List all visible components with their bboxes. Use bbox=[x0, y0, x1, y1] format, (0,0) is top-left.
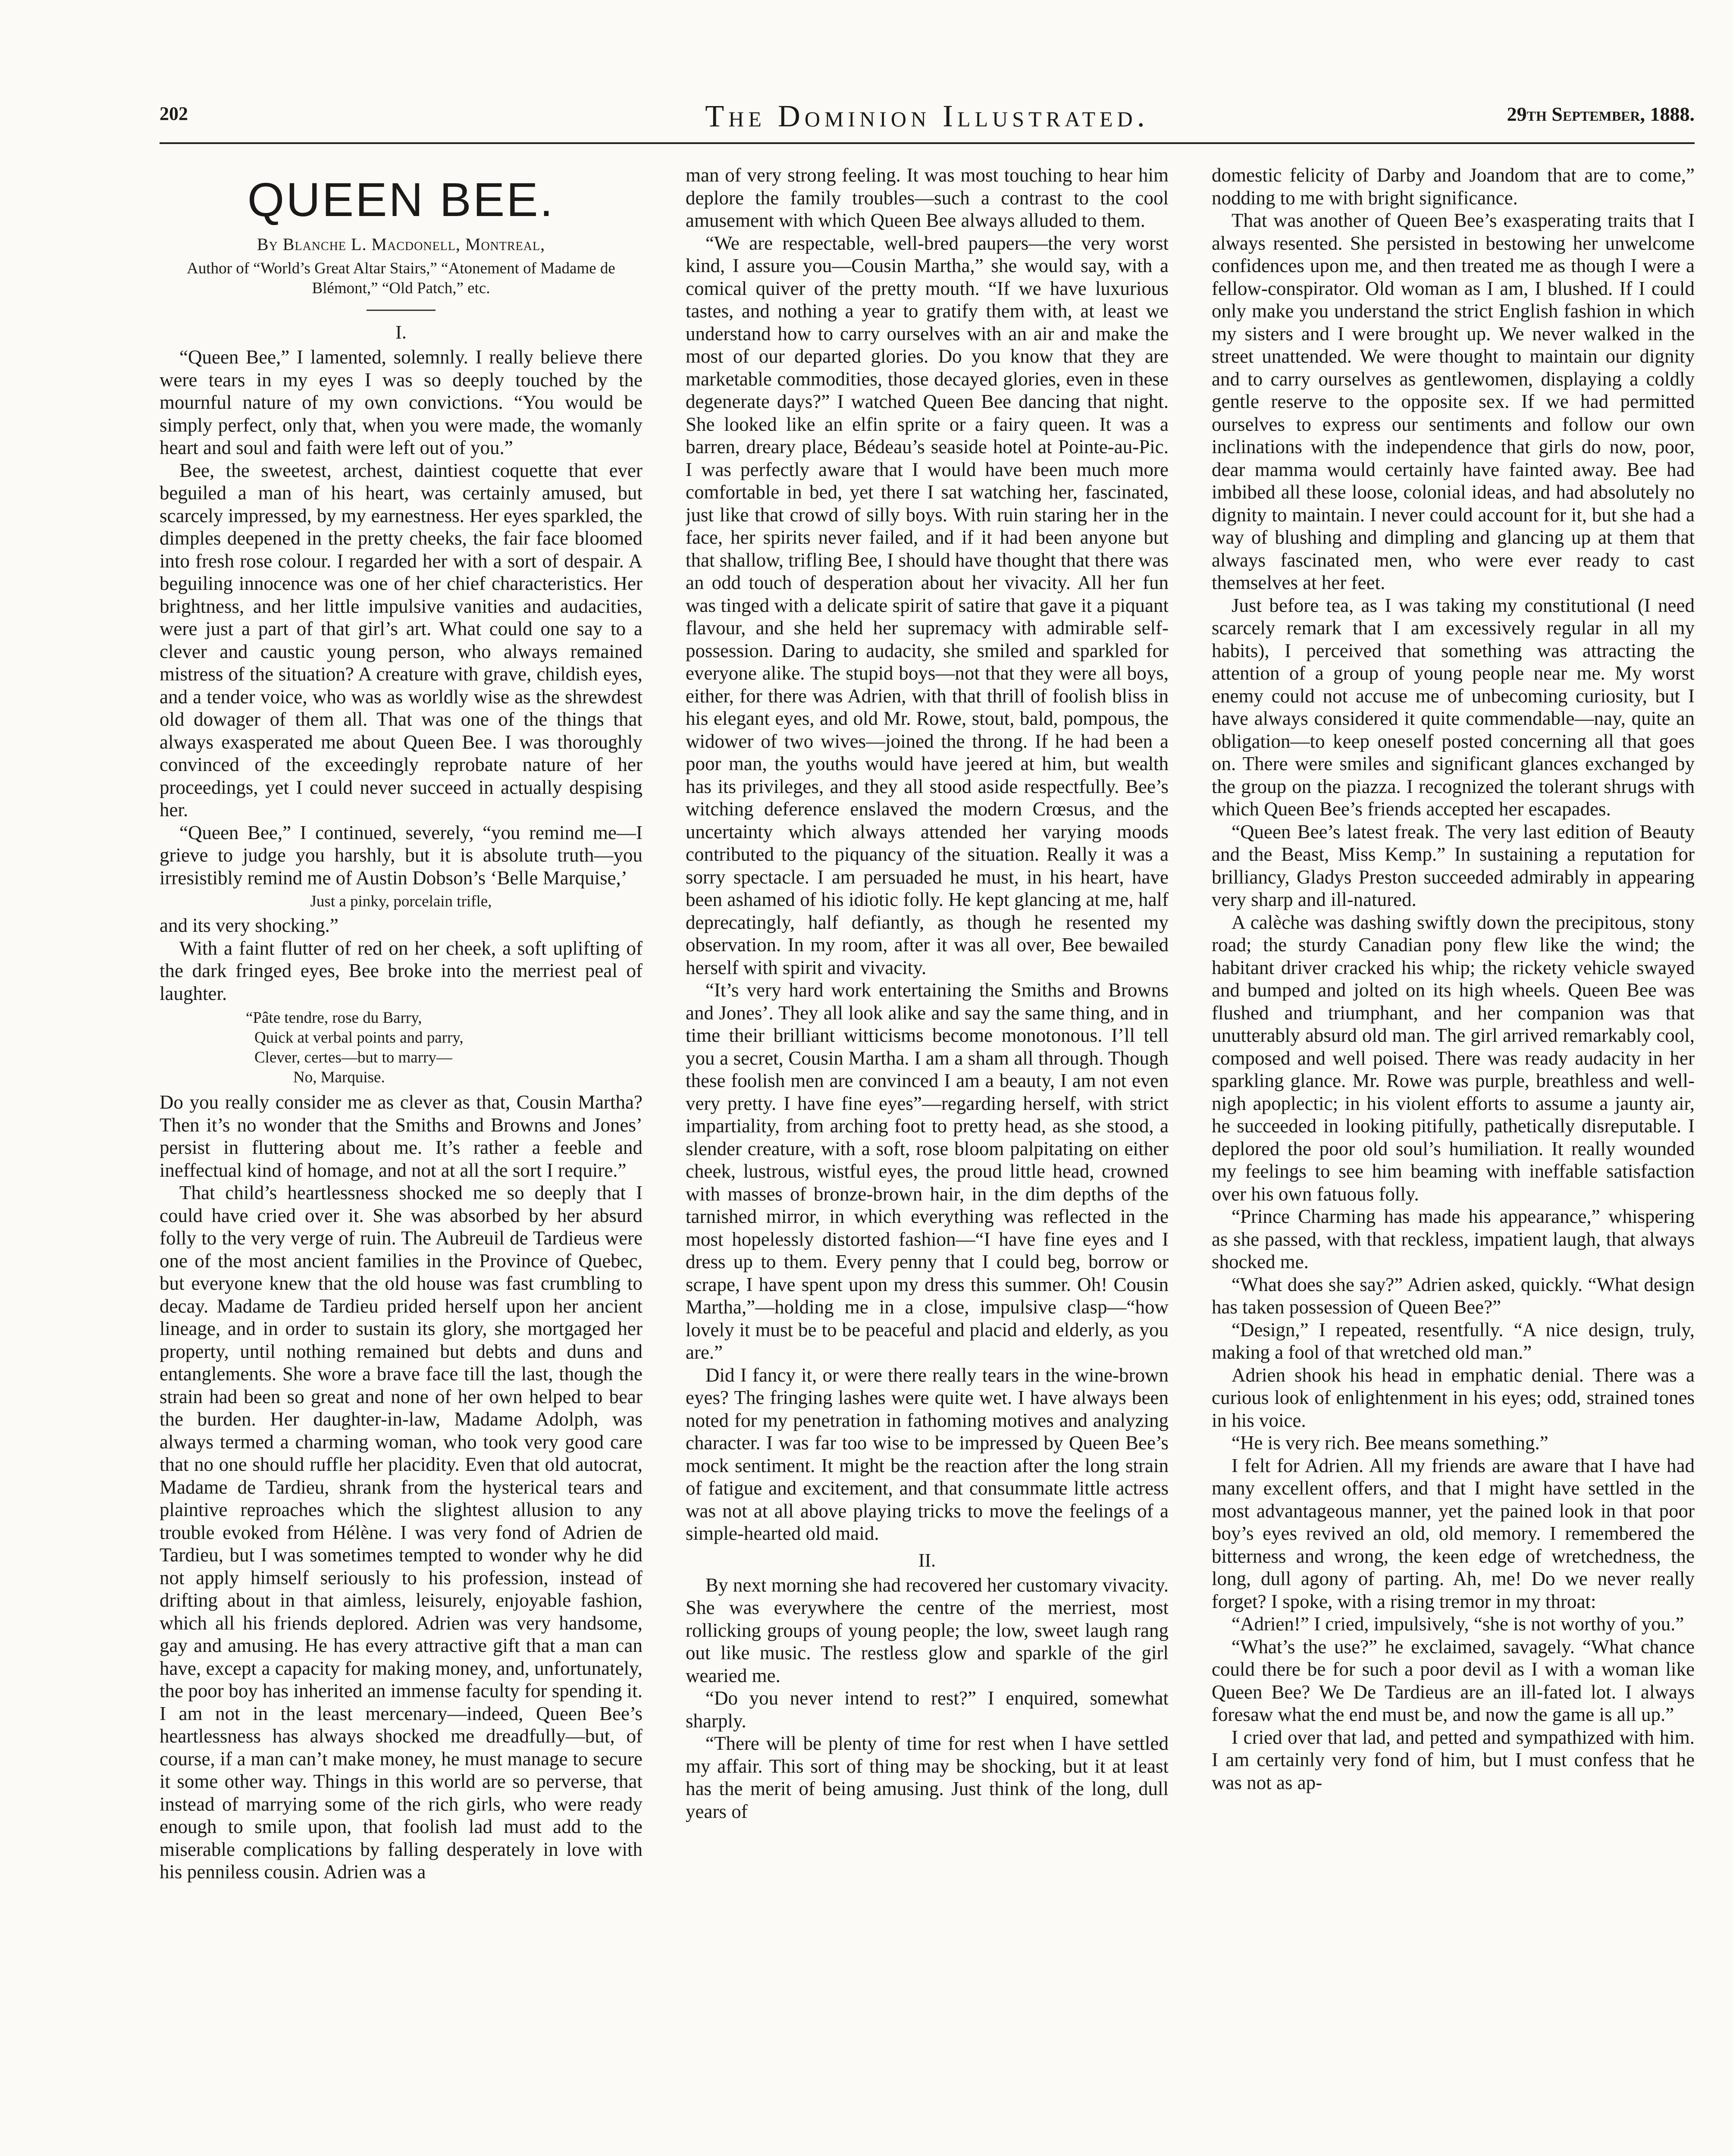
divider bbox=[367, 310, 436, 311]
paragraph: “Queen Bee,” I continued, severely, “you remind me—I grieve to judge you harshly, but it is absolute truth—you irresistibly remind me of Austin Dobson’s ‘Belle Marquise,’ bbox=[160, 821, 642, 889]
paragraph: “Adrien!” I cried, impulsively, “she is not worthy of you.” bbox=[1232, 1613, 1684, 1635]
story-title: QUEEN BEE. bbox=[247, 173, 555, 226]
verse-line: No, Marquise. bbox=[293, 1069, 385, 1086]
paragraph: “Queen Bee’s latest freak. The very last edition of Beauty and the Beast, Miss Kemp.” In sustaining a reputation for brilliancy, Gladys Preston succeeded admirably in appearing very sharp and ill-natured. bbox=[1212, 821, 1695, 910]
column-2 bbox=[686, 164, 1169, 2156]
paragraph: “What’s the use?” he exclaimed, savagely. “What chance could there be for such a poor devil as I with a woman like Queen Bee? We De Tardieus are an ill-fated lot. I always foresaw what the end must be, and now the game is all up.” bbox=[1212, 1636, 1695, 1725]
paragraph: “Prince Charming has made his appearance,” whispering as she passed, with that reckless, impatient laugh, that always shocked me. bbox=[1212, 1206, 1695, 1272]
paragraph: Did I fancy it, or were there really tears in the wine-brown eyes? The fringing lashes were quite wet. I have always been noted for my penetration in fathoming motives and analyzing character. I was far too wise to be impressed by Queen Bee’s mock sentiment. It might be the reaction after the long strain of fatigue and excitement, and that consummate little actress was not at all above playing tricks to move the feelings of a simple-hearted old maid. bbox=[686, 1364, 1169, 1544]
paragraph: man of very strong feeling. It was most touching to hear him deplore the family troubles—such a contrast to the cool amusement with which Queen Bee always alluded to them. bbox=[686, 164, 1169, 231]
publication-title: The Dominion Illustrated. bbox=[705, 99, 1149, 133]
byline: By Blanche L. Macdonell, Montreal, bbox=[257, 235, 545, 254]
paragraph: “It’s very hard work entertaining the Smiths and Browns and Jones’. They all look alike and say the same thing, and in time their brilliant witticisms become monotonous. I’ll tell you a secret, Cousin Martha. I am a sham all through. Though these foolish men are convinced I am a beauty, I am not even very pretty. I have fine eyes”—regarding herself, with strict impartiality, from arching foot to pretty head, as she stood, a slender creature, with a soft, rose bloom palpitating on either cheek, lustrous, wistful eyes, the proud little head, crowned with masses of bronze-brown hair, in the dim depths of the tarnished mirror, in which everything was reflected in the most hopelessly distorted fashion—“I have fine eyes and I dress up to them. Every penny that I could beg, borrow or scrape, I have spent upon my dress this summer. Oh! Cousin Martha,”—holding me in a close, impulsive clasp—“how lovely it must be to be peaceful and placid and elderly, as you are.” bbox=[686, 979, 1169, 1363]
paragraph: Do you really consider me as clever as that, Cousin Martha? Then it’s no wonder that the Smiths and Browns and Jones’ persist in fluttering about me. It’s rather a feeble and ineffectual kind of homage, and not at all the sort I require.” bbox=[160, 1091, 642, 1181]
paragraph: That was another of Queen Bee’s exasperating traits that I always resented. She persisted in bestowing her unwelcome confidences upon me, and then treated me as though I were a fellow-conspirator. Old woman as I am, I blushed. If I could only make you understand the strict English fashion in which my sisters and I were brought up. We never walked in the street unattended. We were thought to maintain our dignity and to carry ourselves as gentlewomen, displaying a coldly gentle reserve to the opposite sex. If we had permitted ourselves to express our sentiments and follow our own inclinations with the independence that girls do now, poor, dear mamma would certainly have fainted away. Bee had imbibed all these loose, colonial ideas, and had absolutely no dignity to maintain. I never could account for it, but she had a way of blushing and dimpling and glancing up at them that always fascinated men, who were ever ready to cast themselves at her feet. bbox=[1212, 210, 1695, 593]
paragraph: domestic felicity of Darby and Joandom that are to come,” nodding to me with bright significance. bbox=[1212, 164, 1695, 209]
section-heading-1: I. bbox=[395, 322, 407, 343]
paragraph: “We are respectable, well-bred paupers—the very worst kind, I assure you—Cousin Martha,” she would say, with a comical quiver of the pretty mouth. “If we have luxurious tastes, and nothing a year to gratify them with, at least we understand how to carry ourselves with an air and make the most of our departed glories. Do you know that they are marketable commodities, those decayed glories, even in these degenerate days?” I watched Queen Bee dancing that night. She looked like an elfin sprite or a fairy queen. It was a barren, dreary place, Bédeau’s seaside hotel at Pointe-au-Pic. I was perfectly aware that I would have been much more comfortable in bed, yet there I sat watching her, fascinated, just like that crowd of silly boys. With ruin staring her in the face, her spirits never failed, and if it had been anyone but that shallow, trifling Bee, I should have thought that there was an odd touch of desperation about her vivacity. All her fun was tinged with a delicate spirit of satire that gave it a piquant flavour, and she held her supremacy with admirable self-possession. Daring to audacity, she smiled and sparkled for everyone alike. The stupid boys—not that they were all boys, either, for there was Adrien, with that thrill of foolish bliss in his elegant eyes, and old Mr. Rowe, stout, bald, pompous, the widower of two wives—joined the throng. If he had been a poor man, the youths would have jeered at him, but wealth has its privileges, and they all stood aside respectfully. Bee’s witching deference enslaved the modern Crœsus, and the uncertainty which always attended her varying moods contributed to the piquancy of the situation. Really it was a sorry spectacle. I am persuaded he must, in his heart, have been ashamed of his idiotic folly. He kept glancing at me, half deprecatingly, half defiantly, as though he resented my observation. In my room, after it was all over, Bee bewailed herself with spirit and vivacity. bbox=[686, 232, 1169, 978]
paragraph: “There will be plenty of time for rest when I have settled my affair. This sort of thing may be shocking, but it at least has the merit of being amusing. Just think of the long, dull years of bbox=[686, 1733, 1169, 1822]
paragraph: “Design,” I repeated, resentfully. “A nice design, truly, making a fool of that wretched old man.” bbox=[1212, 1319, 1695, 1363]
paragraph: I felt for Adrien. All my friends are aware that I have had many excellent offers, and that I might have settled in the most advantageous manner, yet the pained look in that poor boy’s eyes revived an old, old memory. I remembered the bitterness and wrong, the keen edge of wretchedness, the long, dull agony of parting. Ah, me! Do we never really forget? I spoke, with a rising tremor in my throat: bbox=[1212, 1454, 1695, 1612]
verse-line: Quick at verbal points and parry, bbox=[254, 1029, 464, 1047]
issue-date: 29th September, 1888. bbox=[1507, 103, 1695, 125]
author-credit: Author of “World’s Great Altar Stairs,” “Atonement of Madame de Blémont,” “Old Patch,” etc. bbox=[187, 260, 615, 297]
paragraph: By next morning she had recovered her customary vivacity. She was everywhere the centre of the merriest, most rollicking groups of young people; the low, sweet laugh rang out like music. The restless glow and sparkle of the girl wearied me. bbox=[686, 1574, 1169, 1686]
section-heading-2: II. bbox=[918, 1549, 936, 1571]
paragraph: I cried over that lad, and petted and sympathized with him. I am certainly very fond of him, but I must confess that he was not as ap- bbox=[1212, 1726, 1695, 1793]
paragraph: “Queen Bee,” I lamented, solemnly. I really believe there were tears in my eyes I was so deeply touched by the mournful nature of my own convictions. “You would be simply perfect, only that, when you were made, the womanly heart and soul and faith were left out of you.” bbox=[160, 346, 642, 458]
article-columns bbox=[160, 164, 1695, 2156]
paragraph: “What does she say?” Adrien asked, quickly. “What design has taken possession of Queen Bee?” bbox=[1212, 1273, 1695, 1318]
page-number: 202 bbox=[160, 103, 188, 124]
paragraph: and its very shocking.” bbox=[160, 915, 338, 936]
verse-line: “Pâte tendre, rose du Barry, bbox=[246, 1009, 422, 1027]
verse-line: Clever, certes—but to marry— bbox=[254, 1049, 452, 1066]
column-3 bbox=[1212, 164, 1695, 2156]
paragraph: With a faint flutter of red on her cheek, a soft uplifting of the dark fringed eyes, Bee broke into the merriest peal of laughter. bbox=[160, 937, 642, 1004]
page-header bbox=[160, 98, 1695, 137]
verse-line: Just a pinky, porcelain trifle, bbox=[310, 893, 492, 910]
paragraph: Just before tea, as I was taking my constitutional (I need scarcely remark that I am excessively regular in all my habits), I perceived that something was attracting the attention of a group of young people near me. My worst enemy could not accuse me of unbecoming curiosity, but I have always considered it quite commendable—nay, quite an obligation—to keep oneself posted concerning all that goes on. There were smiles and significant glances exchanged by the group on the piazza. I recognized the tolerant shrugs with which Queen Bee’s friends accepted her escapades. bbox=[1212, 594, 1695, 820]
header-rule bbox=[160, 142, 1695, 144]
paragraph: “Do you never intend to rest?” I enquired, somewhat sharply. bbox=[686, 1687, 1169, 1732]
column-1 bbox=[160, 164, 642, 2156]
paragraph: Bee, the sweetest, archest, daintiest coquette that ever beguiled a man of his heart, was certainly amused, but scarcely impressed, by my earnestness. Her eyes sparkled, the dimples deepened in the pretty cheeks, the fair face bloomed into fresh rose colour. I regarded her with a sort of despair. A beguiling innocence was one of her chief characteristics. Her brightness, and her little impulsive vanities and audacities, were just a part of that girl’s art. What could one say to a clever and caustic young person, who always remained mistress of the situation? A creature with grave, childish eyes, and a tender voice, who was as worldly wise as the shrewdest old dowager of them all. That was one of the things that always exasperated me about Queen Bee. I was thoroughly convinced of the exceedingly reprobate nature of her proceedings, yet I could never succeed in actually despising her. bbox=[160, 459, 642, 821]
paragraph: A calèche was dashing swiftly down the precipitous, stony road; the sturdy Canadian pony flew like the wind; the habitant driver cracked his whip; the rickety vehicle swayed and bumped and jolted on its high wheels. Queen Bee was flushed and triumphant, and her companion was that unutterably absurd old man. The girl arrived remarkably cool, composed and well poised. There was ready audacity in her sparkling glance. Mr. Rowe was purple, breathless and well-nigh apoplectic; in his violent efforts to assume a jaunty air, he succeeded in looking pitifully, pathetically disreputable. I deplored the poor old soul’s humiliation. It really wounded my feelings to see him beaming with ineffable satisfaction over his own fatuous folly. bbox=[1212, 911, 1695, 1205]
paragraph: Adrien shook his head in emphatic denial. There was a curious look of enlightenment in his eyes; odd, strained tones in his voice. bbox=[1212, 1364, 1695, 1431]
paragraph: “He is very rich. Bee means something.” bbox=[1232, 1432, 1548, 1454]
verse-quote bbox=[246, 1008, 642, 1087]
paragraph: That child’s heartlessness shocked me so deeply that I could have cried over it. She was absorbed by her absurd folly to the very verge of ruin. The Aubreuil de Tardieus were one of the most ancient families in the Province of Quebec, but everyone knew that the old house was fast crumbling to decay. Madame de Tardieu prided herself upon her ancient lineage, and in order to sustain its glory, she mortgaged her property, until nothing remained but debts and duns and entanglements. She wore a brave face till the last, though the strain had been so great and none of her own helped to bear the burden. Her daughter-in-law, Madame Adolph, was always termed a charming woman, who took very good care that no one should ruffle her placidity. Even that old autocrat, Madame de Tardieu, shrank from the hysterical tears and plaintive reproaches which the slightest allusion to any trouble evoked from Hélène. I was very fond of Adrien de Tardieu, but I was sometimes tempted to wonder why he did not apply himself seriously to his profession, instead of drifting about in that aimless, leisurely, enjoyable fashion, which all his friends deplored. Adrien was very handsome, gay and amusing. He has every attractive gift that a man can have, except a capacity for making money, and, unfortunately, the poor boy has inherited an immense faculty for spending it. I am not in the least mercenary—indeed, Queen Bee’s heartlessness has always shocked me dreadfully—but, of course, if a man can’t make money, he must manage to secure it some other way. Things in this world are so perverse, that instead of marrying some of the rich girls, who were ready enough to smile upon, that foolish lad must add to the miserable complications by falling desperately in love with his penniless cousin. Adrien was a bbox=[160, 1182, 642, 1883]
